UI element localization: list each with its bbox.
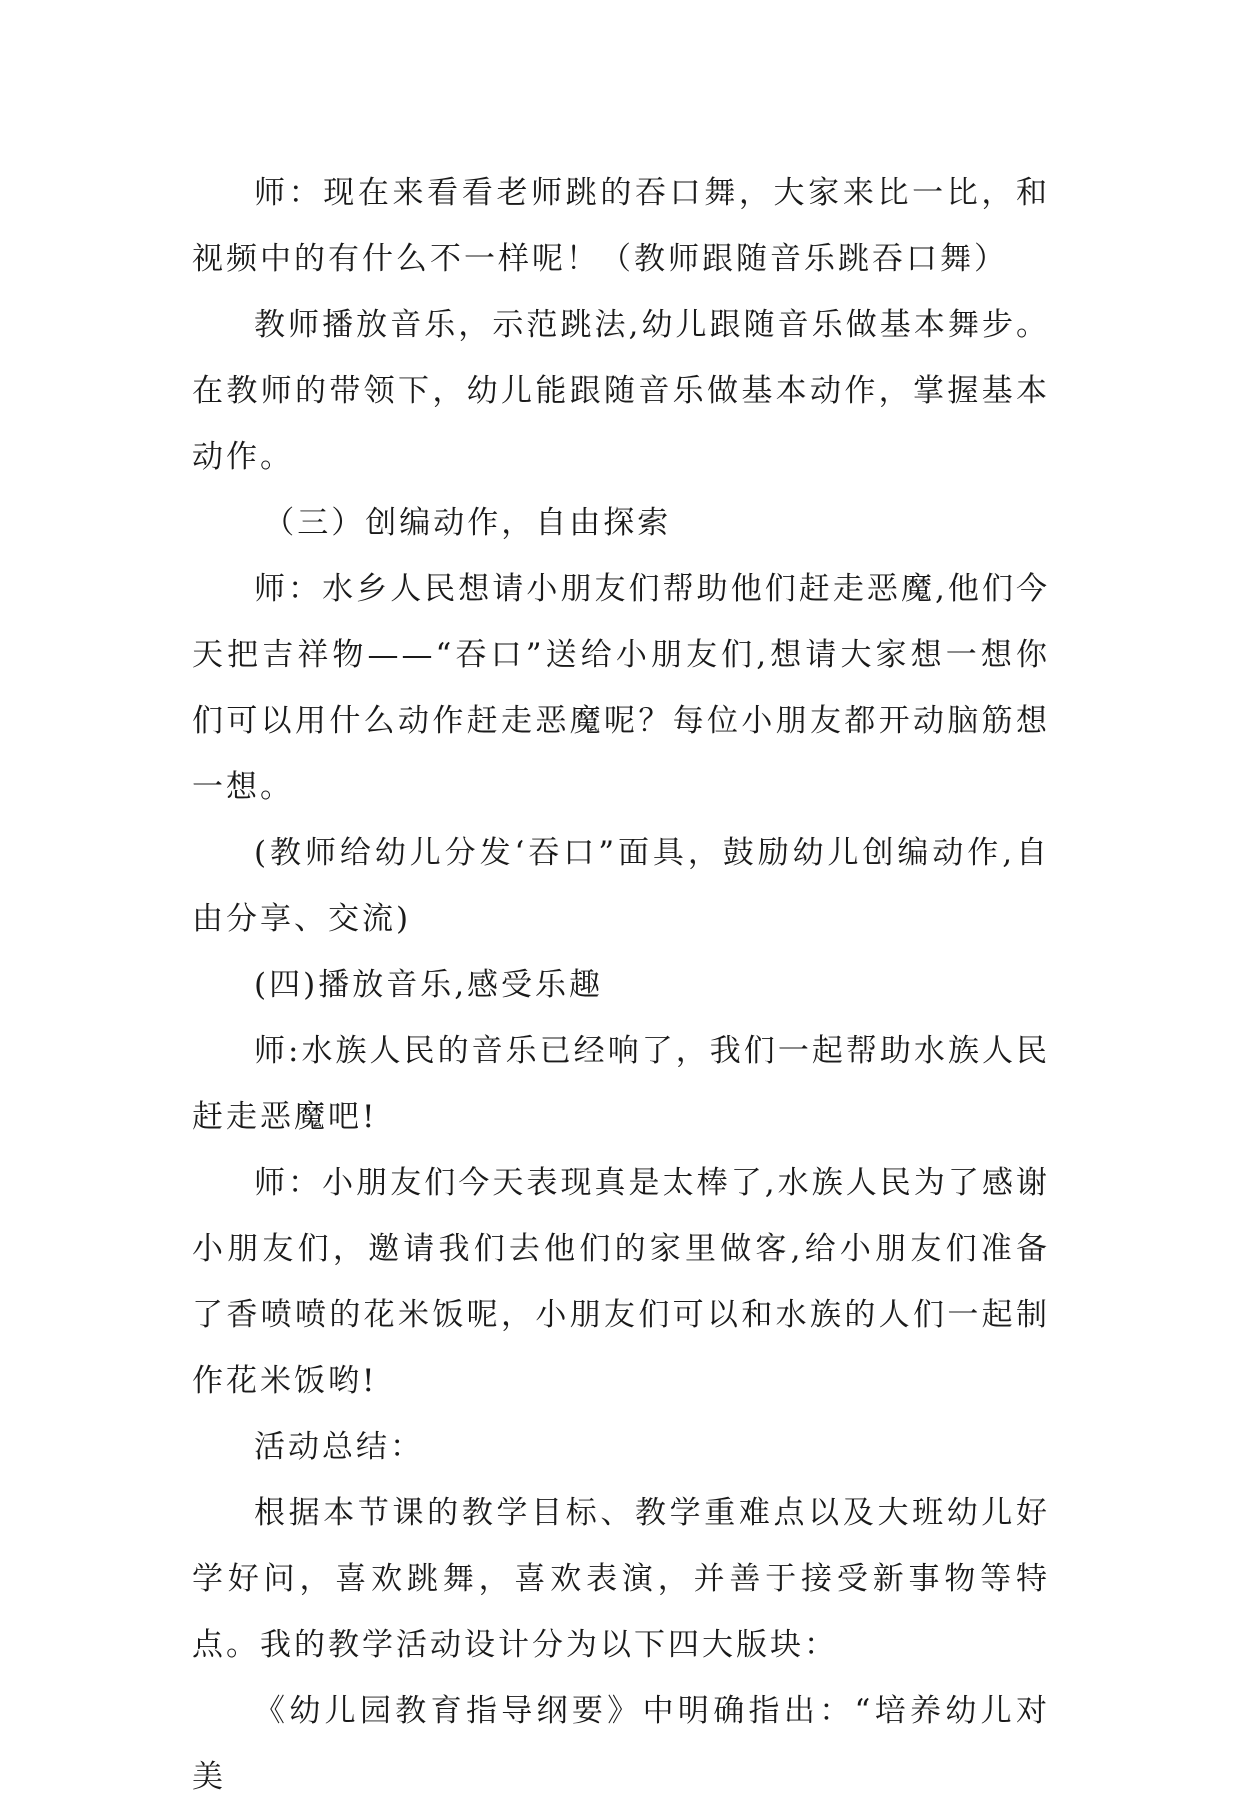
paragraph-guideline-quote: 《幼儿园教育指导纲要》中明确指出：“培养幼儿对美 [192,1693,1050,1795]
activity-summary-heading: 活动总结： [254,1429,424,1465]
paragraph-teacher-dance: 师：现在来看看老师跳的吞口舞，大家来比一比，和视频中的有什么不一样呢！（教师跟随音乐跳吞口舞） [192,175,1050,277]
paragraph-mask-distribution: (教师给幼儿分发‘吞口”面具，鼓励幼儿创编动作,自由分享、交流) [192,835,1050,937]
paragraph-summary: 根据本节课的教学目标、教学重难点以及大班幼儿好学好问，喜欢跳舞，喜欢表演，并善于接受新事物等特点。我的教学活动设计分为以下四大版块： [192,1495,1050,1663]
section-heading-3: （三）创编动作，自由探索 [263,505,672,541]
document-body [192,160,1050,1810]
paragraph-teacher-music-start: 师:水族人民的音乐已经响了，我们一起帮助水族人民赶走恶魔吧! [192,1033,1050,1135]
paragraph-teacher-music: 教师播放音乐，示范跳法,幼儿跟随音乐做基本舞步。在教师的带领下，幼儿能跟随音乐做基本动作，掌握基本动作。 [192,307,1050,475]
paragraph-teacher-praise: 师：小朋友们今天表现真是太棒了,水族人民为了感谢小朋友们，邀请我们去他们的家里做客,给小朋友们准备了香喷喷的花米饭呢，小朋友们可以和水族的人们一起制作花米饭哟! [192,1165,1050,1399]
paragraph-teacher-mascot: 师：水乡人民想请小朋友们帮助他们赶走恶魔,他们今天把吉祥物——“吞口”送给小朋友们,想请大家想一想你们可以用什么动作赶走恶魔呢？每位小朋友都开动脑筋想一想。 [192,571,1050,805]
section-heading-4: (四)播放音乐,感受乐趣 [254,967,604,1003]
